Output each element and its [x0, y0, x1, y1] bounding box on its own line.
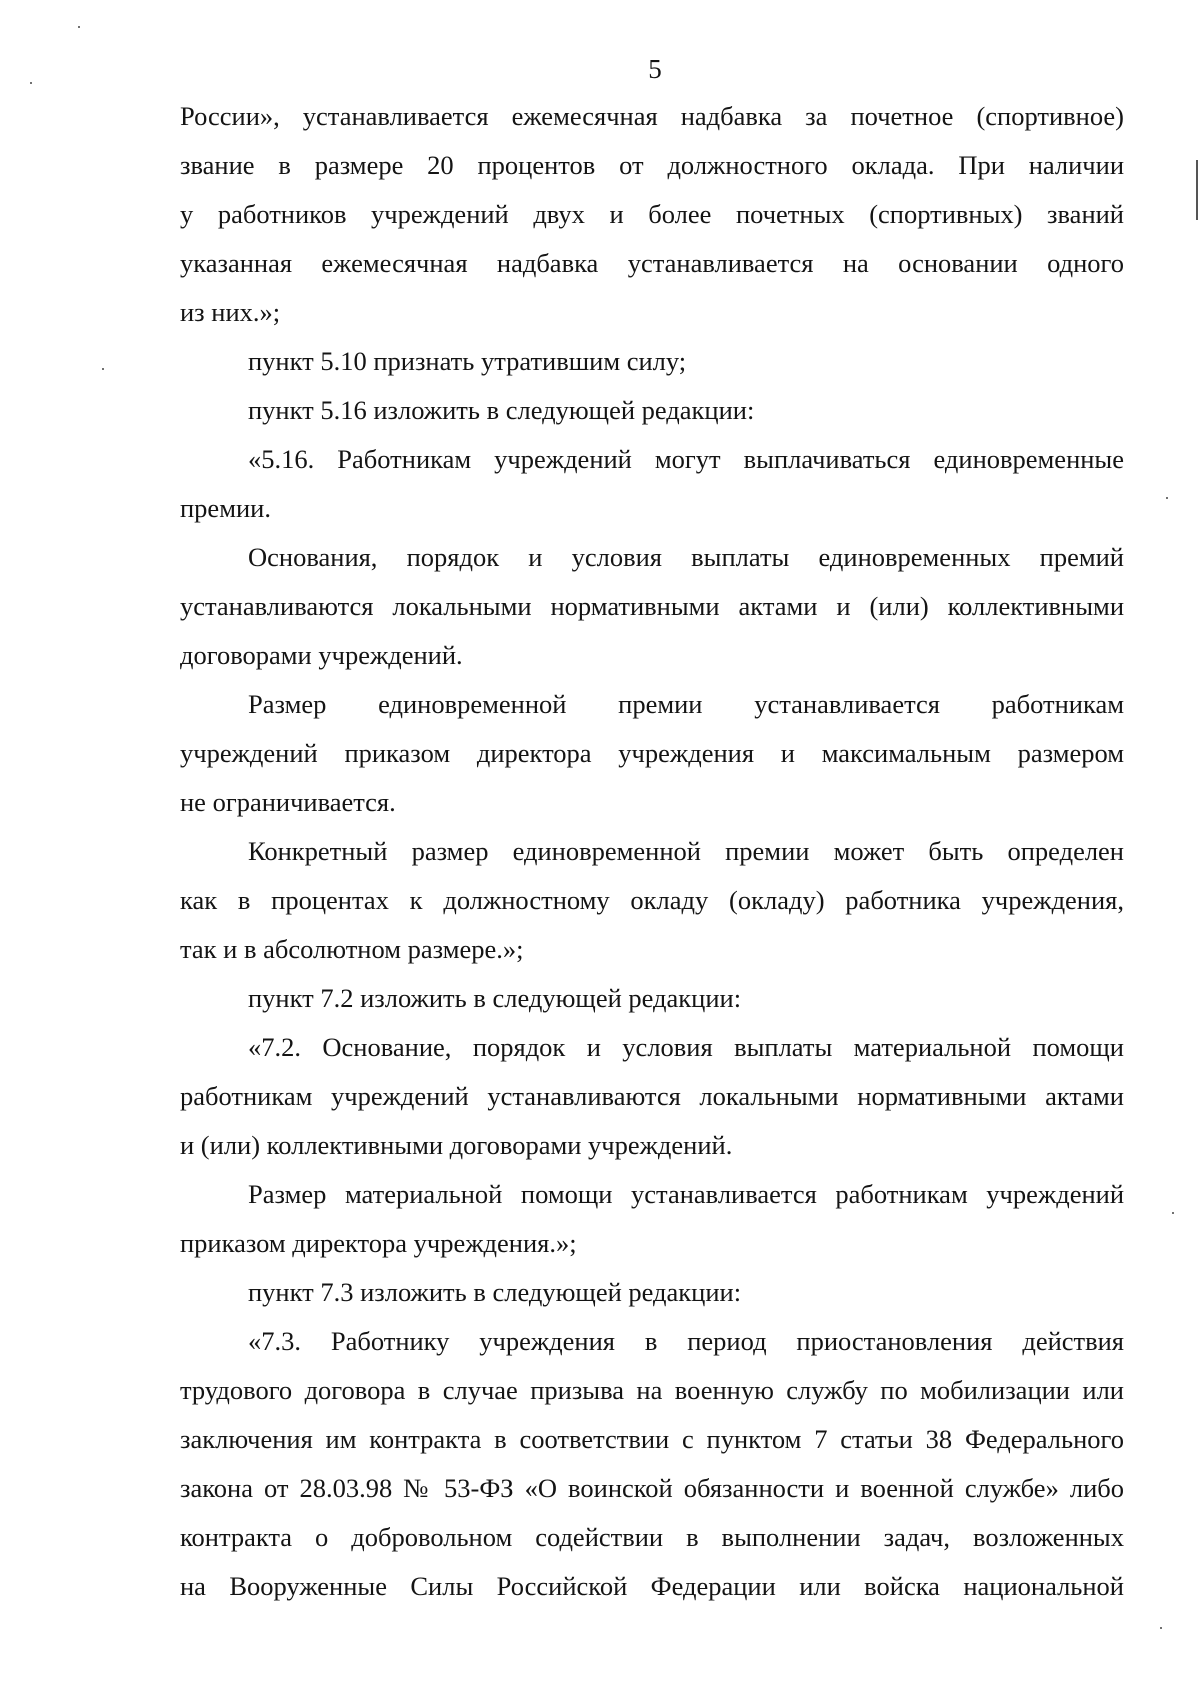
text-line: «7.3. Работнику учреждения в период приостановления действия: [248, 1326, 1124, 1356]
text-line: указанная ежемесячная надбавка устанавливается на основании одного: [180, 248, 1124, 278]
text-line: контракта о добровольном содействии в выполнении задач, возложенных: [180, 1522, 1124, 1552]
scan-speck: [102, 368, 104, 370]
text-line: устанавливаются локальными нормативными актами и (или) коллективными: [180, 591, 1124, 621]
text-line: «7.2. Основание, порядок и условия выплаты материальной помощи: [248, 1032, 1124, 1062]
text-line: пункт 7.3 изложить в следующей редакции:: [248, 1277, 742, 1307]
text-line: приказом директора учреждения.»;: [180, 1228, 577, 1258]
scan-speck: [1166, 497, 1168, 499]
text-line: Конкретный размер единовременной премии может быть определен: [248, 836, 1124, 866]
text-line: из них.»;: [180, 297, 281, 327]
text-line: премии.: [180, 493, 271, 523]
text-line: так и в абсолютном размере.»;: [180, 934, 524, 964]
text-line: пункт 7.2 изложить в следующей редакции:: [248, 983, 742, 1013]
text-line: как в процентах к должностному окладу (окладу) работника учреждения,: [180, 885, 1124, 915]
text-line: России», устанавливается ежемесячная надбавка за почетное (спортивное): [180, 101, 1124, 131]
text-line: трудового договора в случае призыва на военную службу по мобилизации или: [180, 1375, 1124, 1405]
text-line: договорами учреждений.: [180, 640, 463, 670]
text-line: Размер единовременной премии устанавливается работникам: [248, 689, 1124, 719]
text-line: пункт 5.10 признать утратившим силу;: [248, 346, 687, 376]
scan-edge-mark: [1196, 160, 1198, 220]
text-line: пункт 5.16 изложить в следующей редакции:: [248, 395, 755, 425]
text-line: звание в размере 20 процентов от должностного оклада. При наличии: [180, 150, 1124, 180]
text-line: работникам учреждений устанавливаются локальными нормативными актами: [180, 1081, 1124, 1111]
text-line: заключения им контракта в соответствии с пунктом 7 статьи 38 Федерального: [180, 1424, 1124, 1454]
text-line: не ограничивается.: [180, 787, 396, 817]
text-line: учреждений приказом директора учреждения и максимальным размером: [180, 738, 1124, 768]
document-body: [180, 92, 1124, 1611]
page-number: 5: [648, 54, 662, 84]
text-line: на Вооруженные Силы Российской Федерации или войска национальной: [180, 1571, 1124, 1601]
text-line: Основания, порядок и условия выплаты единовременных премий: [248, 542, 1124, 572]
text-line: закона от 28.03.98 № 53-ФЗ «О воинской обязанности и военной службе» либо: [180, 1473, 1124, 1503]
scan-speck: [1160, 1627, 1162, 1629]
scan-speck: [78, 26, 80, 28]
scan-speck: [30, 82, 32, 84]
text-line: Размер материальной помощи устанавливается работникам учреждений: [248, 1179, 1124, 1209]
text-line: и (или) коллективными договорами учреждений.: [180, 1130, 733, 1160]
text-line: «5.16. Работникам учреждений могут выплачиваться единовременные: [248, 444, 1124, 474]
scan-speck: [1172, 1212, 1174, 1214]
text-line: у работников учреждений двух и более почетных (спортивных) званий: [180, 199, 1124, 229]
